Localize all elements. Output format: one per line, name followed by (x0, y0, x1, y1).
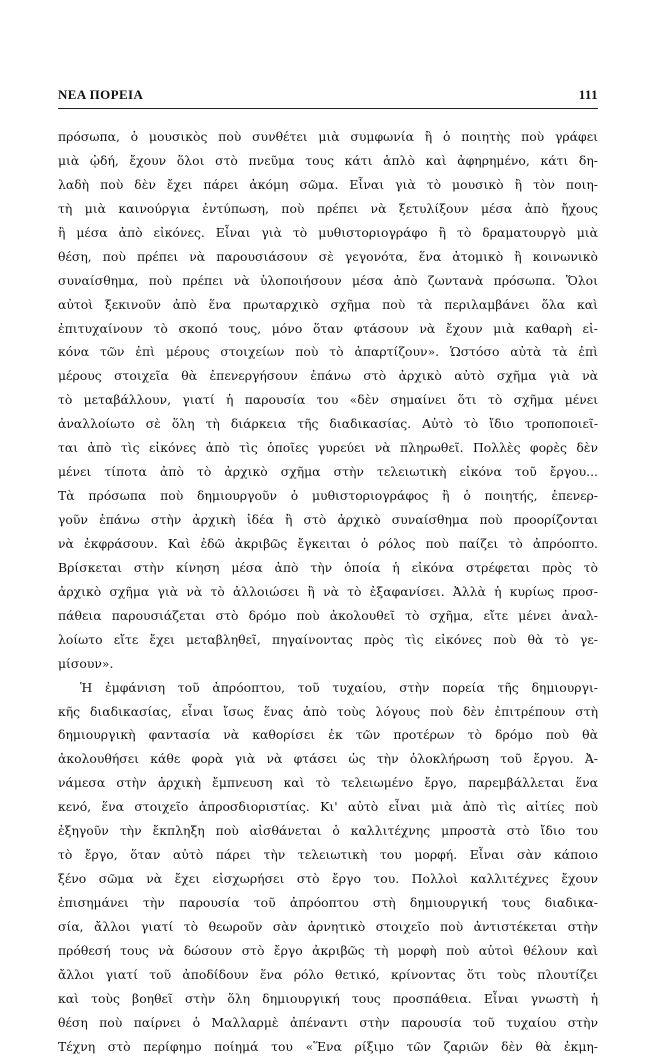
text-line: Τὰ πρόσωπα ποὺ δημιουργοῦν ὁ μυθιστοριογράφος ἢ ὁ ποιητής, ἐπενερ- (58, 488, 598, 504)
text-line: αὐτοὶ ξεκινοῦν ἀπὸ ἕνα πρωταρχικὸ σχῆμα ποὺ τὰ περιλαμβάνει ὅλα καὶ (58, 296, 598, 312)
text-line: σία, ἄλλοι γιατί τὸ θεωροῦν σὰν ἀρνητικὸ στοιχεῖο ποὺ ἀντιστέκεται στὴν (58, 918, 598, 934)
text-line: γοῦν ἐπάνω στὴν ἀρχικὴ ἰδέα ἢ στὸ ἀρχικὸ συναίσθημα ποὺ προορίζονται (58, 512, 598, 527)
text-line: δημιουργικὴ φαντασία νὰ καθορίσει ἐκ τῶν προτέρων τὸ δρόμο ποὺ θὰ (58, 727, 598, 743)
text-line: καὶ τοὺς βοηθεῖ στὴν ὅλη δημιουργική τους προσπάθεια. Εἶναι γνωστὴ ἡ (58, 990, 598, 1006)
paragraph (58, 125, 598, 676)
text-line: ἀρχικὸ σχῆμα γιὰ νὰ τὸ ἀλλοιώσει ἢ νὰ τὸ ἐξαφανίσει. Ἀλλὰ ἡ κυρίως προσ- (58, 583, 598, 599)
text-line: θέση, ποὺ πρέπει νὰ παρουσιάσουν σὲ γεγονότα, ἕνα ἀτομικὸ ἢ κοινωνικὸ (58, 248, 598, 264)
text-line: μέρους στοιχεῖα θὰ ἐπενεργήσουν ἐπάνω στὸ ἀρχικὸ αὐτὸ σχῆμα γιὰ νὰ (58, 368, 598, 384)
text-line: κῆς διαδικασίας, εἶναι ἴσως ἕνας ἀπὸ τοὺς λόγους ποὺ δὲν ἐπιτρέπουν στὴ (58, 703, 598, 719)
text-line: Βρίσκεται στὴν κίνηση μέσα ἀπὸ τὴν ὁποία ἡ εἰκόνα στρέφεται πρὸς τὸ (58, 559, 598, 575)
text-line: ἄλλοι γιατί τοῦ ἀποδίδουν ἕνα ρόλο θετικό, κρίνοντας ὅτι τοὺς πλουτίζει (58, 966, 598, 982)
text-line: ἐπιτυχαίνουν τὸ σκοπό τους, μόνο ὅταν φτάσουν νὰ ἔχουν μιὰ καθαρὴ εἰ- (58, 320, 598, 336)
page-number: 111 (578, 87, 598, 102)
text-line: θέση ποὺ παίρνει ὁ Μαλλαρμὲ ἀπέναντι στὴν παρουσία τοῦ τυχαίου στὴν (58, 1014, 598, 1030)
text-line: ἢ μέσα ἀπὸ εἰκόνες. Εἶναι γιὰ τὸ μυθιστοριογράφο ἢ τὸ δραματουργὸ μιὰ (58, 224, 598, 240)
text-line: μίσουν». (58, 655, 114, 671)
text-line: τὴ μιὰ καινούργια ἐντύπωση, ποὺ πρέπει νὰ ξετυλίξουν μέσα ἀπὸ ἤχους (58, 200, 598, 216)
text-line: ἐξηγοῦν τὴν ἔκπληξη ποὺ αἰσθάνεται ὁ καλλιτέχνης μπροστὰ στὸ ἴδιο του (58, 823, 598, 839)
text-line: τὸ ἔργο, ὅταν αὐτὸ πάρει τὴν τελειωτικὴ του μορφή. Εἶναι σὰν κάποιο (58, 847, 598, 863)
text-line: νὰ ἐκφράσουν. Καὶ ἐδῶ ἀκριβῶς ἔγκειται ὁ ρόλος ποὺ παίζει τὸ ἀπρόοπτο. (58, 535, 598, 551)
text-line: κόνα τῶν ἐπὶ μέρους στοιχείων ποὺ τὸ ἀπαρτίζουν». Ὡστόσο αὐτὰ τὰ ἐπὶ (58, 344, 598, 360)
body-text (58, 125, 598, 1059)
text-line: τὸ μεταβάλλουν, γιατί ἡ παρουσία του «δὲν σημαίνει ὅτι τὸ σχῆμα μένει (58, 392, 598, 408)
text-line: ἀναλλοίωτο σὲ ὅλη τὴ διάρκεια τῆς διαδικασίας. Αὐτὸ τὸ ἴδιο τροποποιεῖ- (58, 416, 598, 432)
text-line: μιὰ ᾠδή, ἔχουν ὅλοι στὸ πνεῦμα τους κάτι ἁπλὸ καὶ ἀφηρημένο, κάτι δη- (58, 152, 598, 168)
text-line: λοίωτο εἴτε ἔχει μεταβληθεῖ, πηγαίνοντας πρὸς τὶς εἰκόνες ποὺ θὰ τὸ γε- (58, 631, 598, 647)
paragraph (58, 676, 598, 1059)
text-line: ἀκολουθήσει κάθε φορὰ γιὰ νὰ φτάσει ὡς τὴν ὁλοκλήρωση τοῦ ἔργου. Ἀ- (58, 751, 598, 767)
text-line: συναίσθημα, ποὺ πρέπει νὰ ὑλοποιήσουν μέσα ἀπὸ ζωντανὰ πρόσωπα. Ὅλοι (58, 272, 598, 288)
text-line: Τέχνη στὸ περίφημο ποίημά του «Ἕνα ρίξιμο τῶν ζαριῶν δὲν θὰ ἐκμη- (58, 1038, 598, 1054)
text-line: νάμεσα στὴν ἀρχικὴ ἔμπνευση καὶ τὸ τελειωμένο ἔργο, παρεμβάλλεται ἕνα (58, 775, 598, 791)
running-header (58, 86, 598, 104)
text-line: κενό, ἕνα στοιχεῖο ἀπροσδιοριστίας. Κι' αὐτὸ εἶναι μιὰ ἀπὸ τὶς αἰτίες ποὺ (58, 799, 598, 815)
text-line: ται ἀπὸ τὶς εἰκόνες ἀπὸ τὶς ὁποῖες γυρεύει νὰ πληρωθεῖ. Πολλὲς φορὲς δὲν (58, 440, 598, 456)
journal-title: ΝΕΑ ΠΟΡΕΙΑ (58, 87, 144, 102)
text-line: ξένο σῶμα νὰ ἔχει εἰσχωρήσει στὸ ἔργο του. Πολλοὶ καλλιτέχνες ἔχουν (58, 871, 598, 887)
header-rule (58, 108, 598, 109)
text-line: πρόθεσή τους νὰ δώσουν στὸ ἔργο ἀκριβῶς τὴ μορφὴ ποὺ αὐτοὶ θέλουν καὶ (58, 942, 598, 958)
text-line: πρόσωπα, ὁ μουσικὸς ποὺ συνθέτει μιὰ συμφωνία ἢ ὁ ποιητὴς ποὺ γράφει (58, 129, 598, 144)
text-line: ἐπισημάνει τὴν παρουσία τοῦ ἀπρόοπτου στὴ δημιουργική τους διαδικα- (58, 895, 598, 910)
text-line: λαδὴ ποὺ δὲν ἔχει πάρει ἀκόμη σῶμα. Εἶναι γιὰ τὸ μουσικὸ ἢ τὸν ποιη- (58, 176, 598, 192)
text-line: Ἡ ἐμφάνιση τοῦ ἀπρόοπτου, τοῦ τυχαίου, στὴν πορεία τῆς δημιουργι- (80, 679, 598, 695)
text-line: πάθεια παρουσιάζεται στὸ δρόμο ποὺ ἀκολουθεῖ τὸ σχῆμα, εἴτε μένει ἀναλ- (58, 607, 598, 623)
text-line: μένει τίποτα ἀπὸ τὸ ἀρχικὸ σχῆμα στὴν τελειωτικὴ εἰκόνα τοῦ ἔργου... (58, 464, 598, 480)
